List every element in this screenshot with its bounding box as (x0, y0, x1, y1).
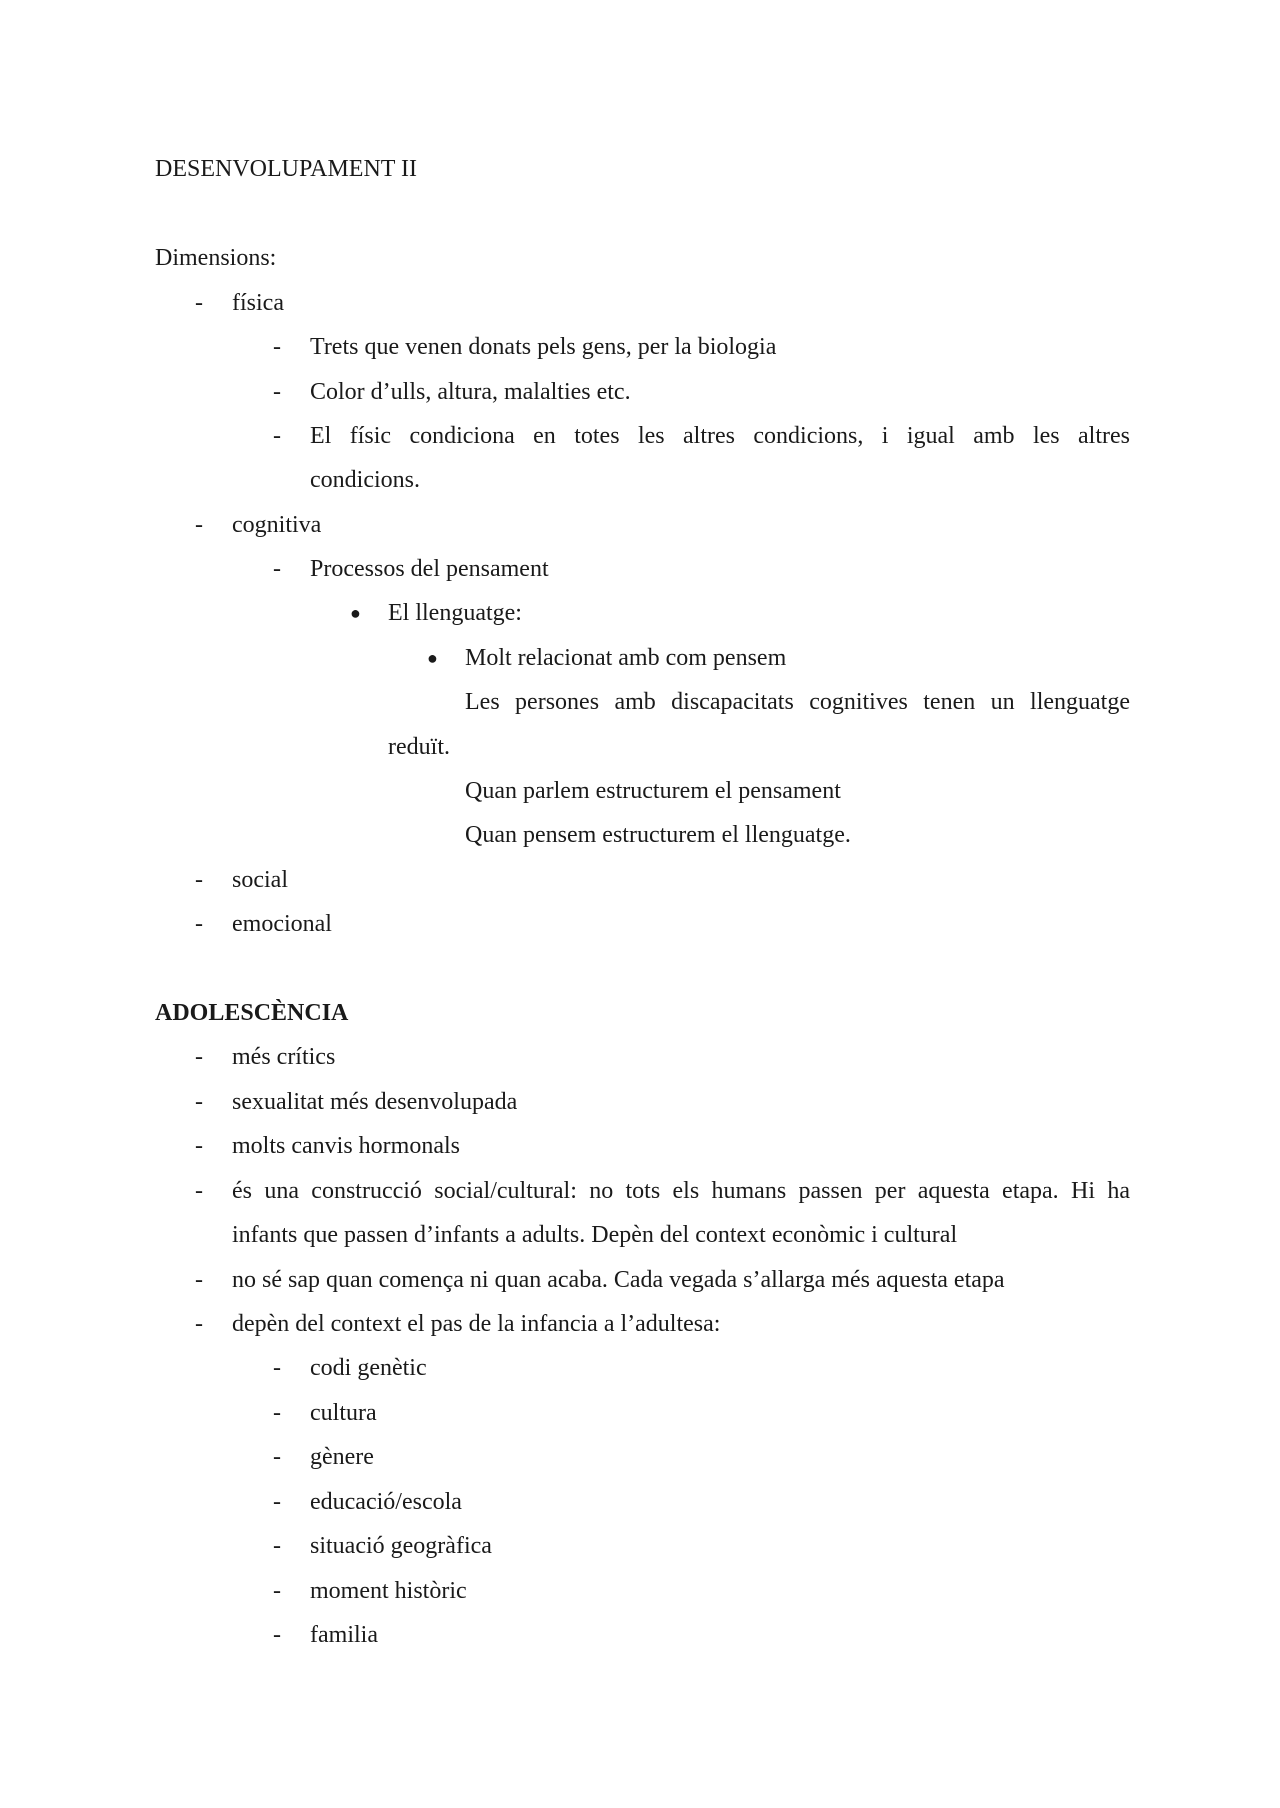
list-item: educació/escola (310, 1489, 462, 1515)
list-item: Trets que venen donats pels gens, per la biologia (310, 334, 777, 360)
page-title: DESENVOLUPAMENT II (155, 156, 418, 182)
dash-marker: - (273, 1444, 281, 1470)
dash-marker: - (273, 379, 281, 405)
list-item: no sé sap quan comença ni quan acaba. Cada vegada s’allarga més aquesta etapa (232, 1267, 1005, 1293)
dash-marker: - (195, 1044, 203, 1070)
dash-marker: - (273, 423, 281, 449)
bullet-marker: ● (427, 648, 438, 668)
section-heading: ADOLESCÈNCIA (155, 1000, 349, 1026)
bullet-marker: ● (350, 603, 361, 623)
dash-marker: - (195, 1133, 203, 1159)
list-item: depèn del context el pas de la infancia a l’adultesa: (232, 1311, 721, 1337)
dash-marker: - (195, 1178, 203, 1204)
paragraph-line: Quan pensem estructurem el llenguatge. (465, 822, 851, 848)
dash-marker: - (273, 1400, 281, 1426)
dimension-fisica: física (232, 290, 284, 316)
dash-marker: - (273, 1355, 281, 1381)
list-item: Molt relacionat amb com pensem (465, 645, 787, 671)
list-item: gènere (310, 1444, 374, 1470)
paragraph-line: Les persones amb discapacitats cognitives tenen un llenguatge (465, 689, 1130, 715)
dash-marker: - (195, 911, 203, 937)
list-item: codi genètic (310, 1355, 427, 1381)
dimension-social: social (232, 867, 288, 893)
list-item: El físic condiciona en totes les altres condicions, i igual amb les altres (310, 423, 1130, 449)
list-item: situació geogràfica (310, 1533, 492, 1559)
dash-marker: - (195, 512, 203, 538)
dash-marker: - (195, 1267, 203, 1293)
list-item: és una construcció social/cultural: no tots els humans passen per aquesta etapa. Hi ha (232, 1178, 1130, 1204)
dash-marker: - (273, 1533, 281, 1559)
list-item: més crítics (232, 1044, 336, 1070)
dash-marker: - (273, 1489, 281, 1515)
list-item: moment històric (310, 1578, 467, 1604)
paragraph-line: reduït. (388, 734, 450, 760)
dash-marker: - (273, 556, 281, 582)
list-item: Processos del pensament (310, 556, 549, 582)
dash-marker: - (273, 334, 281, 360)
list-item: familia (310, 1622, 378, 1648)
dimension-cognitiva: cognitiva (232, 512, 322, 538)
list-item-continuation: infants que passen d’infants a adults. Depèn del context econòmic i cultural (232, 1222, 958, 1248)
list-item: sexualitat més desenvolupada (232, 1089, 518, 1115)
dash-marker: - (195, 867, 203, 893)
dimension-emocional: emocional (232, 911, 332, 937)
list-item: Color d’ulls, altura, malalties etc. (310, 379, 631, 405)
dash-marker: - (273, 1622, 281, 1648)
dash-marker: - (195, 1089, 203, 1115)
list-item: molts canvis hormonals (232, 1133, 460, 1159)
dash-marker: - (195, 290, 203, 316)
list-item: cultura (310, 1400, 377, 1426)
dash-marker: - (273, 1578, 281, 1604)
paragraph-line: Quan parlem estructurem el pensament (465, 778, 841, 804)
dimensions-heading: Dimensions: (155, 245, 277, 271)
list-item-continuation: condicions. (310, 467, 420, 493)
list-item: El llenguatge: (388, 600, 522, 626)
dash-marker: - (195, 1311, 203, 1337)
